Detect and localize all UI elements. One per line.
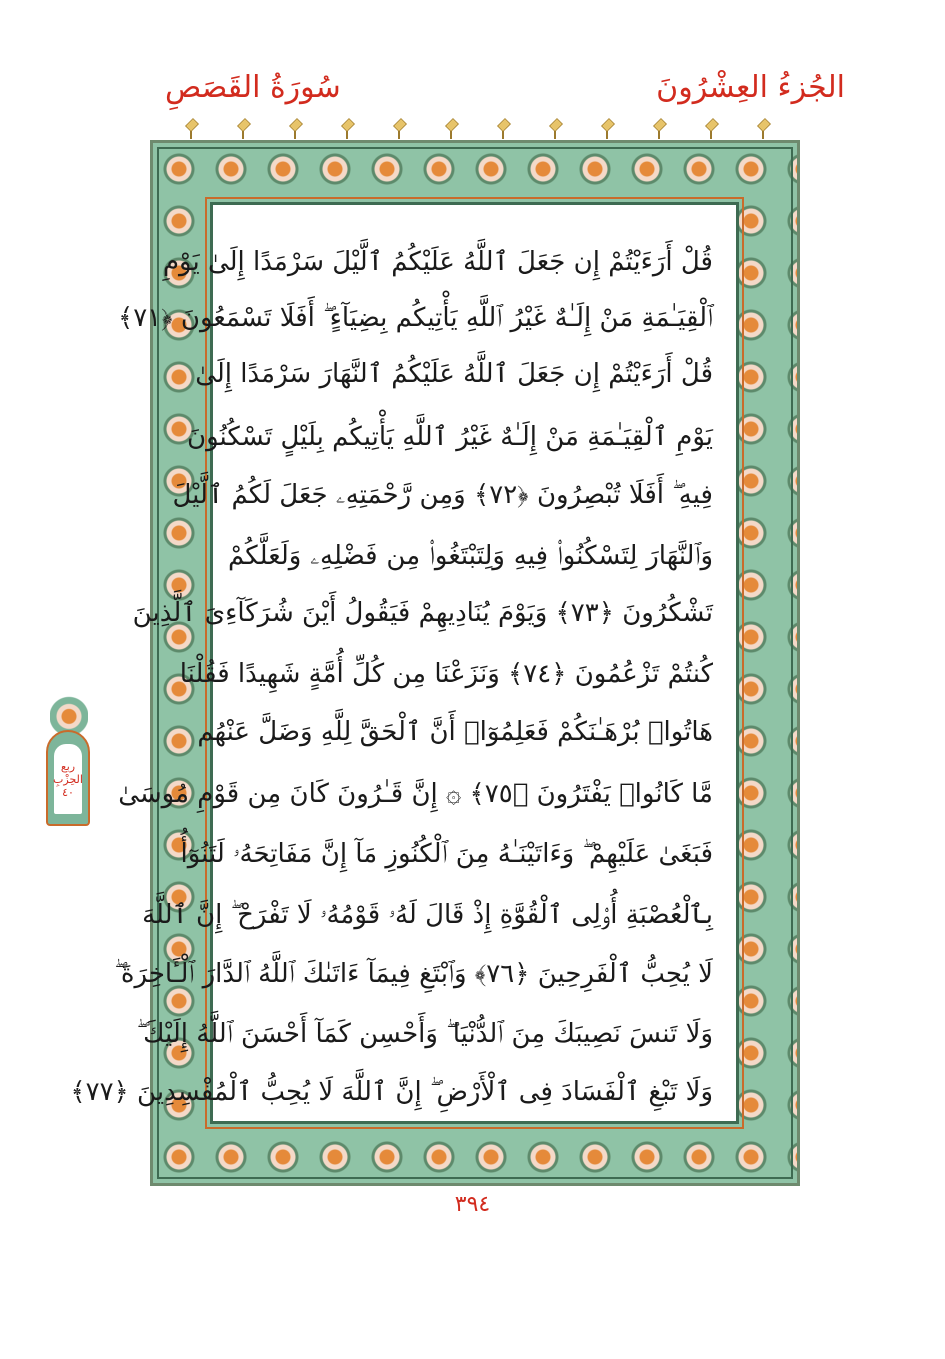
pendant-icon <box>758 117 768 139</box>
verse-line: مَّا كَانُوا۟ يَفْتَرُونَ ﴿٧٥﴾ ۞ إِنَّ قَـٰرُونَ كَانَ مِن قَوْمِ مُوسَىٰ <box>118 779 713 809</box>
pendant-icon <box>342 117 352 139</box>
pendant-icon <box>550 117 560 139</box>
pendant-icon <box>498 117 508 139</box>
verse-line: هَاتُوا۟ بُرْهَـٰنَكُمْ فَعَلِمُوٓا۟ أَنَّ ٱلْحَقَّ لِلَّهِ وَضَلَّ عَنْهُم <box>197 717 713 747</box>
hizb-marker-inner <box>54 744 82 814</box>
verse-line: بِٱلْعُصْبَةِ أُو۟لِى ٱلْقُوَّةِ إِذْ قَالَ لَهُۥ قَوْمُهُۥ لَا تَفْرَحْ ۖ إِنَّ ٱللَّهَ <box>142 900 713 930</box>
verse-line: ٱلْقِيَـٰمَةِ مَنْ إِلَـٰهٌ غَيْرُ ٱللَّهِ يَأْتِيكُم بِضِيَآءٍ ۖ أَفَلَا تَسْمَعُونَ ﴿٧١﴾ <box>117 303 713 333</box>
pendant-icon <box>446 117 456 139</box>
verse-line: كُنتُمْ تَزْعُمُونَ ﴿٧٤﴾ وَنَزَعْنَا مِن كُلِّ أُمَّةٍ شَهِيدًا فَقُلْنَا <box>179 659 713 689</box>
verse-line: فَبَغَىٰ عَلَيْهِمْ ۖ وَءَاتَيْنَـٰهُ مِنَ ٱلْكُنُوزِ مَآ إِنَّ مَفَاتِحَهُۥ لَتَنُوٓأُ <box>180 839 713 869</box>
surah-title: سُورَةُ القَصَصِ <box>165 70 341 105</box>
hizb-marker-number: ٤٠ <box>62 785 74 799</box>
pendant-icon <box>602 117 612 139</box>
hizb-marker <box>44 690 94 840</box>
juz-title: الجُزءُ العِشْرُونَ <box>656 70 845 105</box>
hizb-marker-quarter: ربع <box>60 759 76 773</box>
flower-icon <box>50 690 88 734</box>
verse-line: وَٱلنَّهَارَ لِتَسْكُنُوا۟ فِيهِ وَلِتَبْتَغُوا۟ مِن فَضْلِهِۦ وَلَعَلَّكُمْ <box>228 541 713 571</box>
pendant-icon <box>290 117 300 139</box>
verse-line: يَوْمِ ٱلْقِيَـٰمَةِ مَنْ إِلَـٰهٌ غَيْرُ ٱللَّهِ يَأْتِيكُم بِلَيْلٍ تَسْكُنُونَ <box>187 422 713 452</box>
verse-line: لَا يُحِبُّ ٱلْفَرِحِينَ ﴿٧٦﴾ وَٱبْتَغِ فِيمَآ ءَاتَىٰكَ ٱللَّهُ ٱلدَّارَ ٱلْـَٔاخِرَةَ ۖ <box>114 959 713 989</box>
verse-line: وَلَا تَنسَ نَصِيبَكَ مِنَ ٱلدُّنْيَا ۖ وَأَحْسِن كَمَآ أَحْسَنَ ٱللَّهُ إِلَيْكَ ۖ <box>136 1019 713 1049</box>
page-number: ٣٩٤ <box>454 1192 491 1217</box>
hizb-marker-box <box>46 730 90 826</box>
verse-line: فِيهِ ۖ أَفَلَا تُبْصِرُونَ ﴿٧٢﴾ وَمِن رَّحْمَتِهِۦ جَعَلَ لَكُمُ ٱلَّيْلَ <box>172 480 713 510</box>
verse-line: تَشْكُرُونَ ﴿٧٣﴾ وَيَوْمَ يُنَادِيهِمْ فَيَقُولُ أَيْنَ شُرَكَآءِىَ ٱلَّذِينَ <box>132 598 713 628</box>
pendant-icon <box>706 117 716 139</box>
pendant-icon <box>654 117 664 139</box>
pendant-icon <box>394 117 404 139</box>
pendant-icon <box>238 117 248 139</box>
pendant-icon <box>186 117 196 139</box>
verse-line: قُلْ أَرَءَيْتُمْ إِن جَعَلَ ٱللَّهُ عَلَيْكُمُ ٱلنَّهَارَ سَرْمَدًا إِلَىٰ <box>195 359 713 389</box>
verse-line: قُلْ أَرَءَيْتُمْ إِن جَعَلَ ٱللَّهُ عَلَيْكُمُ ٱلَّيْلَ سَرْمَدًا إِلَىٰ يَوْمِ <box>162 247 713 277</box>
verse-line: وَلَا تَبْغِ ٱلْفَسَادَ فِى ٱلْأَرْضِ ۖ إِنَّ ٱللَّهَ لَا يُحِبُّ ٱلْمُفْسِدِينَ ﴿٧٧﴾ <box>70 1077 713 1107</box>
hizb-marker-label: الحِزْبِ <box>53 772 83 786</box>
